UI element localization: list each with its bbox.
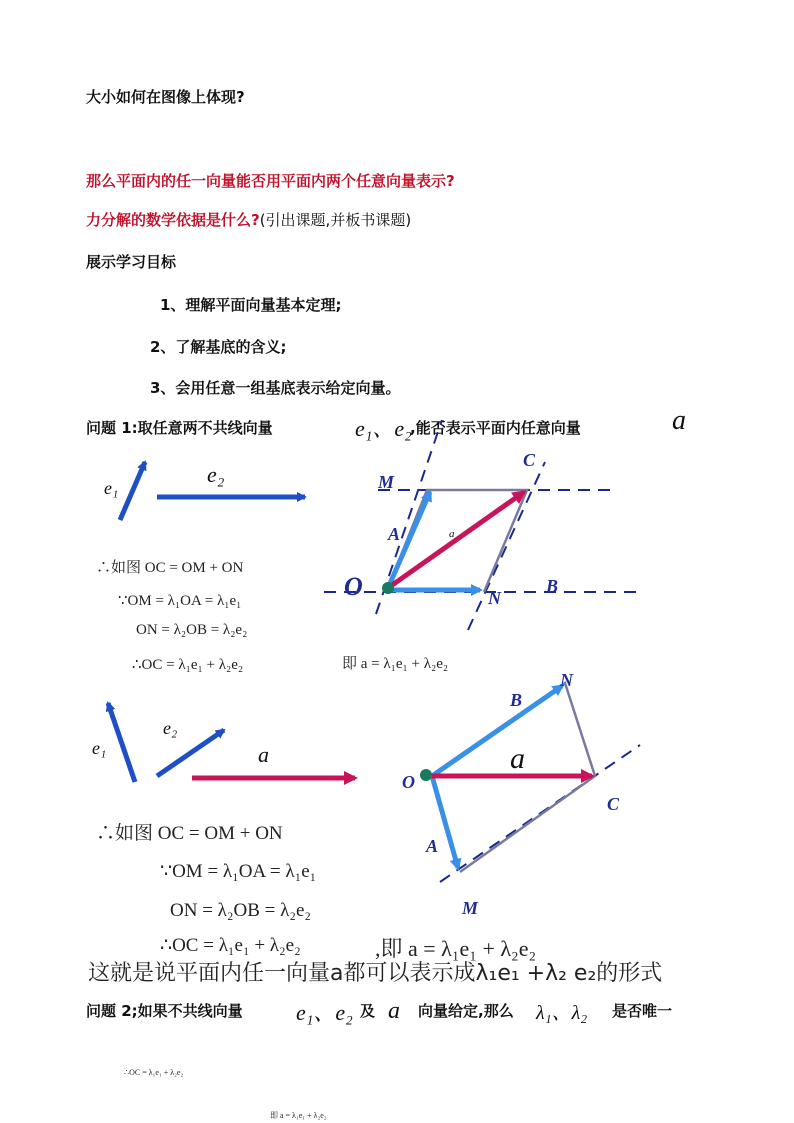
fig1-e2-label: e₂ [207, 462, 225, 487]
question-2-and: 及 [360, 1002, 376, 1020]
fig2-vector-a-label: a [510, 742, 525, 775]
fig2-origin-point [420, 769, 432, 781]
fig2-point-o: O [402, 772, 415, 792]
fig1-point-m: M [378, 472, 395, 492]
fig1-e1-label: e₁ [104, 478, 119, 498]
fig1-point-c: C [523, 450, 536, 470]
question-2-prefix: 问题 2;如果不共线向量 [86, 1002, 243, 1020]
fig1-eq-4: ∴OC = λ₁e₁ + λ₂e₂ [132, 657, 244, 673]
fig2-a-label: a [258, 742, 269, 767]
text-line-1: 大小如何在图像上体现? [86, 88, 245, 106]
question-1-suffix: ,能否表示平面内任意向量 [410, 419, 581, 437]
objectives-heading: 展示学习目标 [86, 253, 177, 271]
fig2-eq-2: ∵OM = λ₁OA = λ₁e₁ [160, 861, 317, 882]
fig1-eq-5: 即 a = λ₁e₁ + λ₂e₂ [342, 656, 449, 672]
fig1-e1-arrow [120, 462, 145, 520]
question-plane-vectors: 那么平面内的任一向量能否用平面内两个任意向量表示? [86, 172, 455, 190]
question-1-basis: e₁、e₂ [355, 416, 412, 441]
fig2-point-n: N [560, 670, 573, 690]
fig2-eq-4: ∴OC = λ₁e₁ + λ₂e₂ [160, 935, 301, 956]
summary-statement: 这就是说平面内任一向量a都可以表示成λ₁e₁ +λ₂ e₂的形式 [88, 961, 663, 986]
fig2-point-a: A [426, 836, 439, 856]
fig2-point-b: B [510, 690, 523, 710]
question-2-lambdas: λ₁、λ₂ [536, 1002, 588, 1024]
fig1-point-n: N [488, 588, 501, 608]
small-eq-1: ∴OC = λ₁e₁ + λ₂e₂ [124, 1068, 184, 1077]
fig2-e1-arrow [108, 703, 135, 782]
question-2-basis: e₁、e₂ [296, 1000, 353, 1025]
fig2-e2-label: e₂ [163, 718, 178, 738]
fig2-eq-3: ON = λ₂OB = λ₂e₂ [170, 900, 311, 921]
question-force-text: 力分解的数学依据是什么? [86, 211, 260, 229]
fig1-eq-3: ON = λ₂OB = λ₂e₂ [136, 622, 248, 638]
fig2-point-c: C [607, 794, 620, 814]
fig1-eq-2: ∵OM = λ₁OA = λ₁e₁ [118, 593, 242, 609]
fig1-origin-point [382, 582, 394, 594]
fig2-eq-1: ∴如图 OC = OM + ON [96, 823, 283, 844]
fig2-point-m: M [462, 898, 479, 918]
objective-1: 1、理解平面向量基本定理; [160, 296, 342, 314]
fig2-eq-5: ,即 a = λ₁e₁ + λ₂e₂ [375, 936, 537, 961]
fig1-line-nc [468, 462, 545, 630]
question-2-suffix: 是否唯一 [612, 1002, 673, 1020]
fig1-point-b: B [546, 576, 559, 596]
objective-3: 3、会用任意一组基底表示给定向量。 [150, 379, 401, 397]
fig2-ob-arrow [432, 686, 562, 776]
fig1-vector-a-label: a [449, 528, 455, 540]
fig1-point-o: O [344, 572, 363, 601]
small-eq-2: 即 a = λ₁e₁ + λ₂e₂ [270, 1111, 327, 1120]
question-note: (引出课题,并板书课题) [259, 211, 412, 229]
fig1-eq-1: ∴如图 OC = OM + ON [96, 560, 244, 576]
fig1-point-a: A [388, 524, 401, 544]
question-1-vector-a: a [672, 405, 686, 436]
question-2-vector-a: a [388, 998, 400, 1024]
question-2-middle: 向量给定,那么 [418, 1002, 514, 1020]
question-1-prefix: 问题 1:取任意两不共线向量 [86, 419, 273, 437]
objective-2: 2、了解基底的含义; [150, 338, 287, 356]
fig2-e1-label: e₁ [92, 738, 107, 758]
